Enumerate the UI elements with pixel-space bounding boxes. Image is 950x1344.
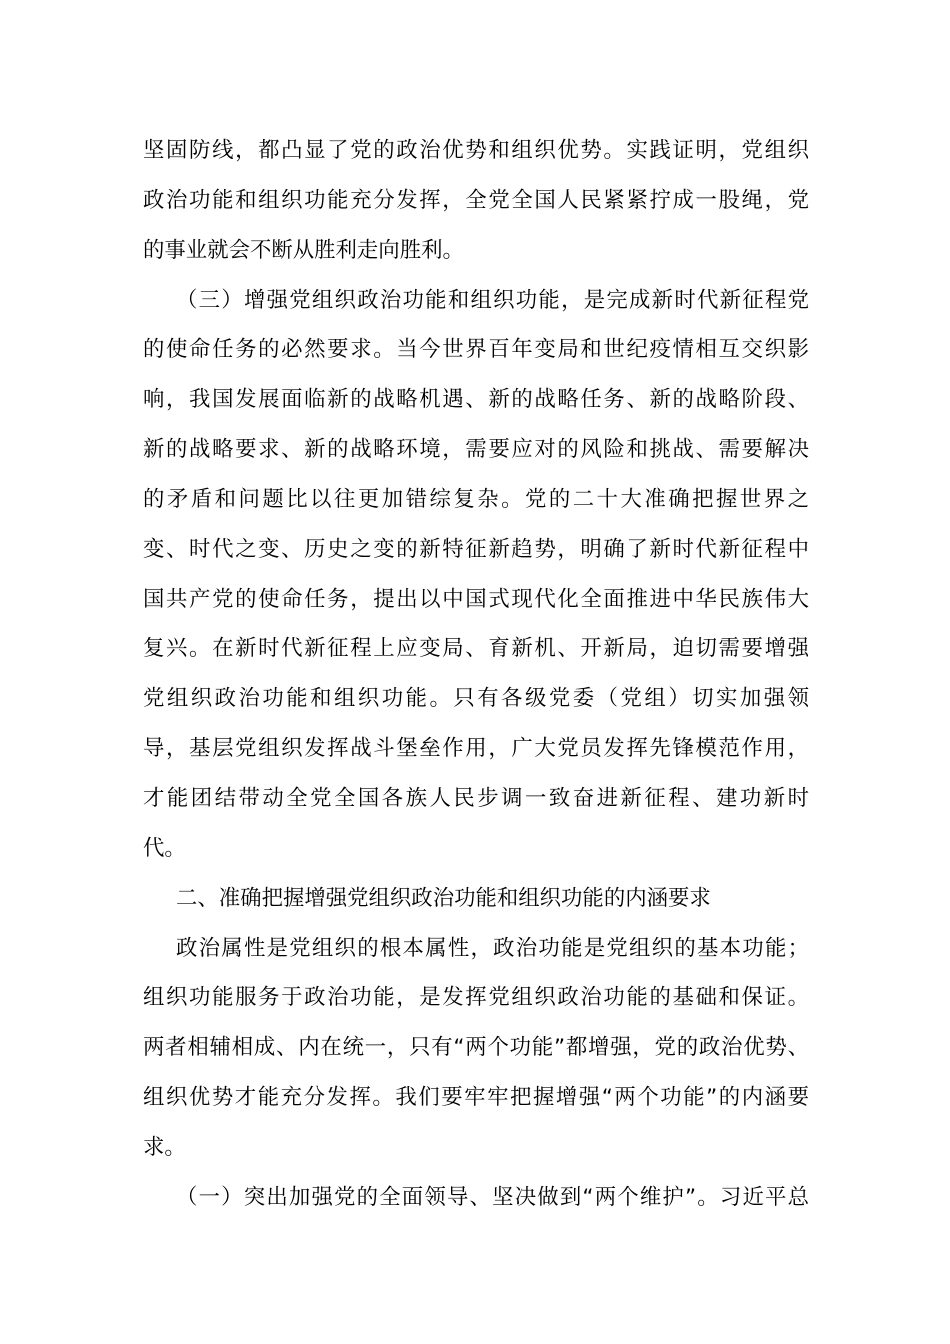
paragraph-line: 的事业就会不断从胜利走向胜利。 [143, 237, 464, 263]
paragraph-line: 复兴。在新时代新征程上应变局、育新机、开新局，迫切需要增强 [143, 636, 809, 662]
paragraph-line: 新的战略要求、新的战略环境，需要应对的风险和挑战、需要解决 [143, 437, 809, 463]
paragraph-line: 党组织政治功能和组织功能。只有各级党委（党组）切实加强领 [143, 686, 809, 712]
paragraph-line: 政治属性是党组织的根本属性，政治功能是党组织的基本功能； [176, 935, 809, 961]
paragraph-line: 两者相辅相成、内在统一，只有“两个功能”都增强，党的政治优势、 [143, 1035, 809, 1061]
paragraph-line: 导，基层党组织发挥战斗堡垒作用，广大党员发挥先锋模范作用， [143, 736, 809, 762]
paragraph-line: 组织优势才能充分发挥。我们要牢牢把握增强“两个功能”的内涵要 [143, 1085, 809, 1111]
paragraph-line: 代。 [143, 835, 186, 861]
paragraph-line: 求。 [143, 1134, 186, 1160]
section-heading-line: （三）增强党组织政治功能和组织功能，是完成新时代新征程党 [176, 287, 809, 313]
paragraph-line: 国共产党的使命任务，提出以中国式现代化全面推进中华民族伟大 [143, 586, 809, 612]
paragraph-line: 的使命任务的必然要求。当今世界百年变局和世纪疫情相互交织影 [143, 337, 809, 363]
paragraph-line: 变、时代之变、历史之变的新特征新趋势，明确了新时代新征程中 [143, 536, 809, 562]
paragraph-line: 组织功能服务于政治功能，是发挥党组织政治功能的基础和保证。 [143, 985, 809, 1011]
section-heading-line: （一）突出加强党的全面领导、坚决做到“两个维护”。习近平总 [176, 1184, 809, 1210]
paragraph-line: 坚固防线，都凸显了党的政治优势和组织优势。实践证明，党组织 [143, 138, 809, 163]
section-heading: 二、准确把握增强党组织政治功能和组织功能的内涵要求 [176, 885, 711, 911]
document-body [143, 126, 809, 1223]
paragraph-line: 的矛盾和问题比以往更加错综复杂。党的二十大准确把握世界之 [143, 486, 809, 512]
paragraph-line: 政治功能和组织功能充分发挥，全党全国人民紧紧拧成一股绳，党 [143, 187, 809, 213]
paragraph-line: 才能团结带动全党全国各族人民步调一致奋进新征程、建功新时 [143, 785, 809, 811]
paragraph-line: 响，我国发展面临新的战略机遇、新的战略任务、新的战略阶段、 [143, 387, 809, 413]
